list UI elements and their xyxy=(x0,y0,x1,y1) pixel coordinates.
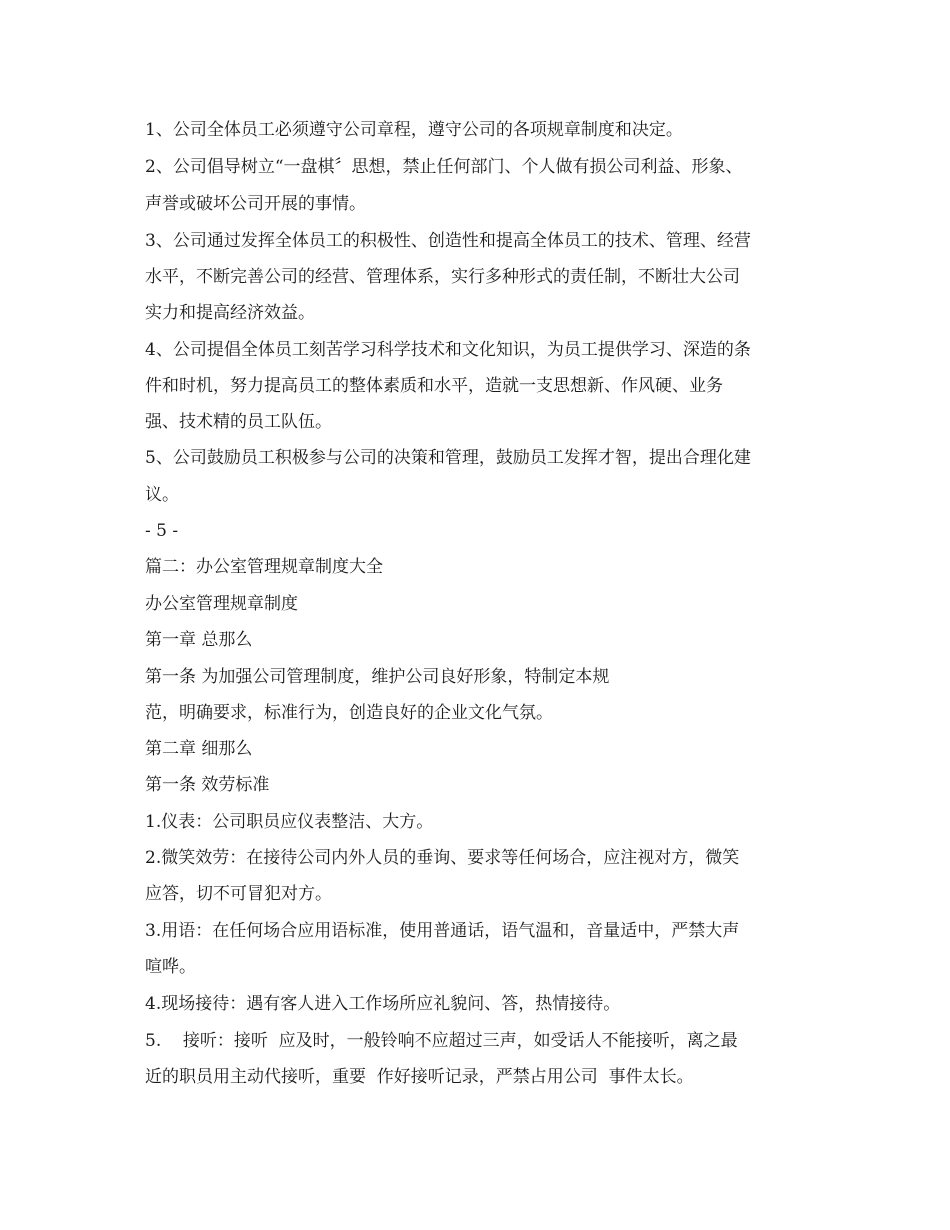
text-line: 喧哗。 xyxy=(145,957,196,977)
text-line: 水平，不断完善公司的经营、管理体系，实行多种形式的责任制，不断壮大公司 xyxy=(145,267,740,287)
text-line: 范，明确要求，标准行为，创造良好的企业文化气氛。 xyxy=(145,703,553,723)
text-line: 4.现场接待：遇有客人进入工作场所应礼貌问、答，热情接待。 xyxy=(145,994,621,1014)
text-line: 5、公司鼓励员工积极参与公司的决策和管理，鼓励员工发挥才智，提出合理化建 xyxy=(145,448,751,468)
section-title: 篇二：办公室管理规章制度大全 xyxy=(145,557,383,577)
text-line: 近的职员用主动代接听，重要 作好接听记录，严禁占用公司 事件太长。 xyxy=(145,1067,694,1087)
article-heading: 第一条 效劳标准 xyxy=(145,775,270,795)
text-line: 强、技术精的员工队伍。 xyxy=(145,412,332,432)
document-title: 办公室管理规章制度 xyxy=(145,594,298,614)
text-line: 应答，切不可冒犯对方。 xyxy=(145,884,332,904)
text-line: 件和时机，努力提高员工的整体素质和水平，造就一支思想新、作风硬、业务 xyxy=(145,376,723,396)
text-line: 1、公司全体员工必须遵守公司章程，遵守公司的各项规章制度和决定。 xyxy=(145,120,683,140)
text-line: 2.微笑效劳：在接待公司内外人员的垂询、要求等任何场合，应注视对方，微笑 xyxy=(145,848,740,868)
text-line: 4、公司提倡全体员工刻苦学习科学技术和文化知识，为员工提供学习、深造的条 xyxy=(145,340,751,360)
text-line: 1.仪表：公司职员应仪表整洁、大方。 xyxy=(145,812,434,832)
chapter-heading: 第一章 总那么 xyxy=(145,630,253,650)
text-line: 2、公司倡导树立“一盘棋〞思想，禁止任何部门、个人做有损公司利益、形象、 xyxy=(145,157,743,177)
text-line: 3、公司通过发挥全体员工的积极性、创造性和提高全体员工的技术、管理、经营 xyxy=(145,231,751,251)
text-line: 3.用语：在任何场合应用语标准，使用普通话，语气温和，音量适中，严禁大声 xyxy=(145,921,740,941)
text-line: 第一条 为加强公司管理制度，维护公司良好形象，特制定本规 xyxy=(145,667,610,687)
text-line: 议。 xyxy=(145,485,179,505)
chapter-heading: 第二章 细那么 xyxy=(145,739,253,759)
text-line: 声誉或破坏公司开展的事情。 xyxy=(145,194,366,214)
page-number: - 5 - xyxy=(145,521,179,541)
text-line: 5. 接听：接听 应及时，一般铃响不应超过三声，如受话人不能接听，离之最 xyxy=(145,1031,738,1051)
text-line: 实力和提高经济效益。 xyxy=(145,303,315,323)
